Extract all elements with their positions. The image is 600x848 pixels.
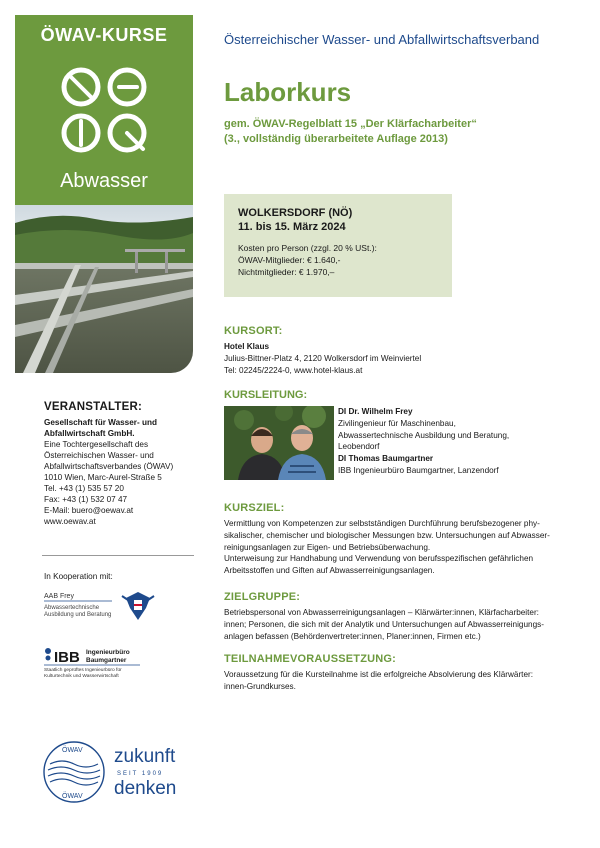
ibb-name: Ingenieurbüro bbox=[86, 649, 130, 656]
section-teilnahme bbox=[224, 653, 560, 693]
body-line: reinigungsanlagen zur Eigen- und Betriebsüberwachung. bbox=[224, 542, 431, 552]
course-subtitle bbox=[224, 117, 477, 147]
footer-since: SEIT 1909 bbox=[117, 771, 164, 777]
course-title: Laborkurs bbox=[224, 77, 352, 107]
date-box bbox=[224, 194, 452, 297]
body-line: Betriebspersonal von Abwasserreinigungsanlagen – Klärwärter:innen, Klärfacharbeiter: bbox=[224, 608, 539, 617]
svg-text:ÖWAV: ÖWAV bbox=[62, 747, 83, 754]
cost-non-members: Nichtmitglieder: € 1.970,– bbox=[238, 267, 335, 277]
organizer-desc: Österreichischen Wasser- und bbox=[44, 451, 154, 460]
banner-title: ÖWAV-KURSE bbox=[40, 25, 168, 45]
course-location: WOLKERSDORF (NÖ) bbox=[238, 207, 353, 219]
section-heading: TEILNAHMEVORAUSSETZUNG: bbox=[224, 653, 397, 665]
organizer-heading: VERANSTALTER: bbox=[44, 401, 143, 413]
organizer-name: Gesellschaft für Wasser- und bbox=[44, 418, 157, 427]
ibb-desc: Kulturtechnik und Wasserwirtschaft bbox=[44, 674, 119, 679]
aab-desc: Ausbildung und Beratung bbox=[44, 612, 112, 618]
section-kursziel bbox=[224, 502, 560, 577]
section-heading: KURSORT: bbox=[224, 325, 283, 337]
organizer-fax: Fax: +43 (1) 532 07 47 bbox=[44, 495, 128, 504]
banner-subtitle: Abwasser bbox=[60, 170, 148, 192]
section-kursort bbox=[224, 325, 560, 376]
aab-frey-logo-icon bbox=[44, 590, 159, 624]
organization-name: Österreichischer Wasser- und Abfallwirtschaftsverband bbox=[224, 32, 540, 47]
body-line: Unterweisung zur Handhabung und Verwendung von berufsspezifischen gefährlichen bbox=[224, 554, 534, 564]
footer-word: denken bbox=[114, 778, 177, 799]
trainers-photo bbox=[224, 406, 334, 480]
organizer-tel: Tel. +43 (1) 535 57 20 bbox=[44, 484, 124, 493]
organizer-email[interactable]: E-Mail: buero@oewav.at bbox=[44, 506, 134, 515]
body-line: anlagen befassen (Behördenvertreter:innen, Planer:innen, Firmen etc.) bbox=[224, 631, 481, 641]
trainer-desc: Leobendorf bbox=[338, 442, 380, 452]
trainer-name: DI Dr. Wilhelm Frey bbox=[338, 407, 413, 416]
body-line: innen; Personen, die sich mit der Analytik und Untersuchungen auf Abwasserreinigungs- bbox=[224, 619, 544, 629]
section-zielgruppe bbox=[224, 591, 560, 642]
organizer-name: Abfallwirtschaft GmbH. bbox=[44, 429, 135, 438]
body-line: Arbeitsstoffen und Giften auf Abwasserreinigungsanlagen. bbox=[224, 566, 435, 576]
ibb-abbr: IBB bbox=[54, 649, 80, 666]
trainer-name: DI Thomas Baumgartner bbox=[338, 454, 434, 464]
ibb-logo-icon bbox=[44, 645, 144, 679]
oewav-logo-icon bbox=[59, 65, 149, 155]
cooperation-label: In Kooperation mit: bbox=[44, 572, 113, 581]
venue-name: Hotel Klaus bbox=[224, 342, 270, 351]
body-line: innen-Grundkurses. bbox=[224, 681, 296, 691]
cost-members: ÖWAV-Mitglieder: € 1.640,- bbox=[238, 255, 341, 265]
body-line: Voraussetzung für die Kursteilnahme ist die erfolgreiche Absolvierung des Klärwärter: bbox=[224, 670, 534, 679]
aab-desc: Abwassertechnische bbox=[44, 605, 100, 611]
course-banner bbox=[15, 15, 193, 205]
cost-label: Kosten pro Person (zzgl. 20 % USt.): bbox=[238, 243, 377, 253]
organizer-block bbox=[44, 402, 194, 527]
venue-address: Julius-Bittner-Platz 4, 2120 Wolkersdorf im Weinviertel bbox=[224, 353, 422, 363]
course-subtitle-line: gem. ÖWAV-Regelblatt 15 „Der Klärfacharbeiter“ bbox=[224, 118, 477, 130]
organizer-web[interactable]: www.oewav.at bbox=[44, 517, 96, 526]
venue-contact: Tel: 02245/2224-0, www.hotel-klaus.at bbox=[224, 365, 363, 375]
body-line: Vermittlung von Kompetenzen zur selbstständigen Durchführung berufsbezogener phy- bbox=[224, 519, 540, 528]
trainer-desc: IBB Ingenieurbüro Baumgartner, Lanzendorf bbox=[338, 465, 499, 475]
course-dates: 11. bis 15. März 2024 bbox=[238, 221, 346, 233]
section-heading: KURSZIEL: bbox=[224, 502, 285, 514]
body-line: sikalischer, chemischer und biologischer Messungen bzw. Untersuchungen auf Abwasser- bbox=[224, 530, 550, 540]
course-subtitle-line: (3., vollständig überarbeitete Auflage 2013) bbox=[224, 133, 448, 145]
section-heading: ZIELGRUPPE: bbox=[224, 591, 301, 603]
trainers-list bbox=[338, 406, 563, 477]
section-heading-kursleitung: KURSLEITUNG: bbox=[224, 389, 308, 401]
divider bbox=[42, 555, 194, 556]
trainer-desc: Abwassertechnische Ausbildung und Beratung, bbox=[338, 430, 510, 440]
treatment-plant-photo bbox=[15, 205, 193, 373]
ibb-desc: Staatlich geprüftes Ingenieurbüro für bbox=[44, 668, 122, 673]
organizer-desc: Eine Tochtergesellschaft des bbox=[44, 440, 149, 449]
organizer-desc: Abfallwirtschaftsverbandes (ÖWAV) bbox=[44, 462, 174, 471]
footer-word: zukunft bbox=[114, 746, 176, 767]
organizer-address: 1010 Wien, Marc-Aurel-Straße 5 bbox=[44, 473, 162, 482]
trainer-desc: Zivilingenieur für Maschinenbau, bbox=[338, 418, 456, 428]
svg-text:ÖWAV: ÖWAV bbox=[62, 793, 83, 800]
oewav-zukunft-logo-icon bbox=[40, 738, 200, 806]
aab-name: AAB Frey bbox=[44, 593, 74, 600]
ibb-name: Baumgartner bbox=[86, 657, 127, 664]
